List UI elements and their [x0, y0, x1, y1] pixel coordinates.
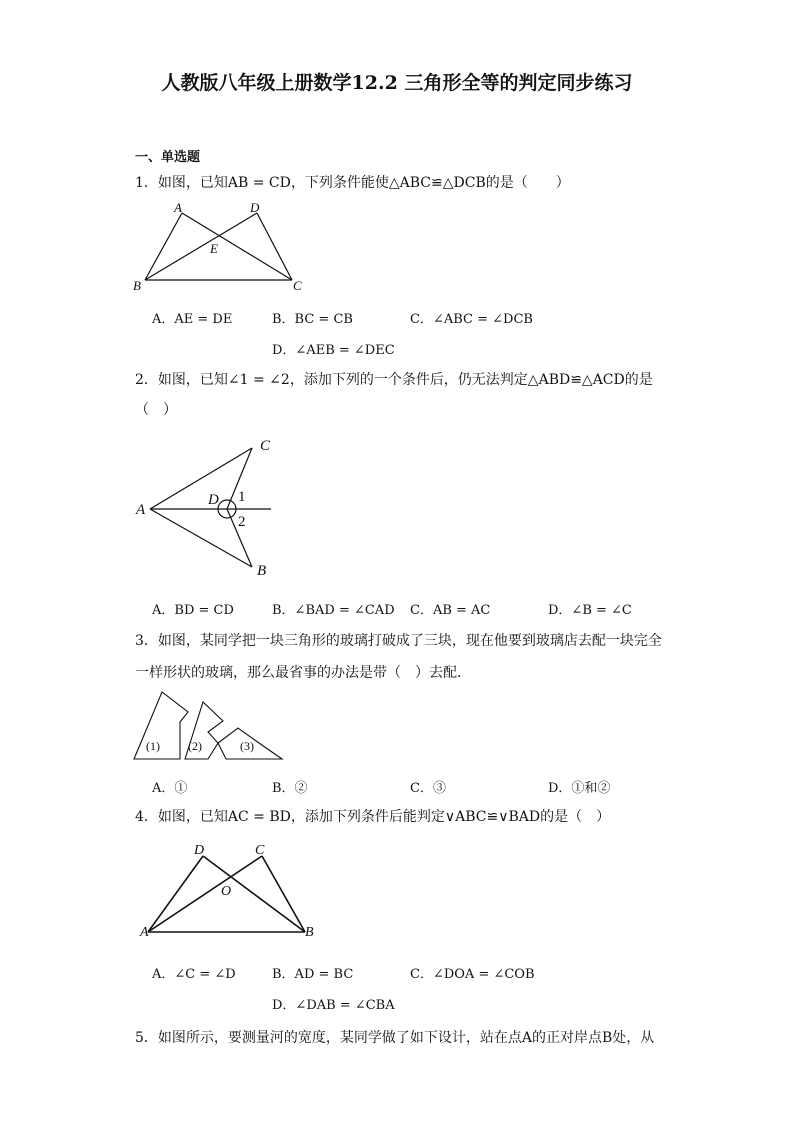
q2-label-1: 1 [238, 489, 246, 505]
q2-label-D: D [208, 492, 219, 508]
q3-piece-2-label: (2) [188, 739, 202, 753]
q3-figure [130, 688, 290, 763]
q1-option-d: D．∠AEB = ∠DEC [272, 343, 395, 358]
q4-label-O: O [221, 884, 232, 899]
page-title: 人教版八年级上册数学12.2 三角形全等的判定同步练习 [161, 72, 633, 94]
q2-stem: 2．如图，已知∠1 = ∠2，添加下列的一个条件后，仍无法判定△ABD≌△ACD的是 [135, 372, 653, 388]
q1-label-D: D [250, 200, 260, 215]
q2-label-C: C [260, 438, 271, 454]
section-heading: 一、单选题 [135, 150, 201, 165]
q3-piece-1-label: (1) [146, 739, 160, 753]
q3-piece-3-label: (3) [240, 739, 254, 753]
q2-option-b: B．∠BAD = ∠CAD [272, 603, 395, 618]
q3-option-a: A．① [152, 781, 188, 796]
q3-option-d: D．①和② [548, 781, 611, 796]
q2-figure [130, 430, 290, 580]
q4-label-D: D [194, 843, 205, 858]
q3-option-c: C．③ [410, 781, 446, 796]
q3-stem-line2: 一样形状的玻璃，那么最省事的办法是带（ ）去配． [135, 665, 471, 681]
q2-stem-paren: （ ） [135, 402, 177, 418]
q1-stem: 1．如图，已知AB = CD，下列条件能使△ABC≌△DCB的是（ ） [135, 175, 570, 191]
q5-stem: 5．如图所示，要测量河的宽度，某同学做了如下设计，站在点A的正对岸点B处，从 [135, 1030, 655, 1046]
q4-option-c: C．∠DOA = ∠COB [410, 967, 535, 982]
q1-label-E: E [210, 241, 218, 256]
q2-label-B: B [257, 563, 267, 579]
q3-stem: 3．如图，某同学把一块三角形的玻璃打破成了三块，现在他要到玻璃店去配一块完全 [135, 633, 662, 649]
q1-label-A: A [174, 200, 182, 215]
q2-option-a: A．BD = CD [152, 603, 234, 618]
q2-label-2: 2 [238, 514, 246, 530]
q4-label-C: C [255, 843, 265, 858]
q4-label-A: A [140, 925, 149, 940]
q4-option-a: A．∠C = ∠D [152, 967, 236, 982]
q4-option-b: B．AD = BC [272, 967, 354, 982]
q4-figure [135, 838, 325, 943]
q2-option-c: C．AB = AC [410, 603, 491, 618]
q1-label-B: B [133, 278, 141, 293]
q1-option-a: A．AE = DE [152, 312, 233, 327]
q1-figure [125, 195, 325, 295]
q4-option-d: D．∠DAB = ∠CBA [272, 998, 395, 1013]
q1-option-b: B．BC = CB [272, 312, 353, 327]
q3-option-b: B．② [272, 781, 308, 796]
q1-label-C: C [293, 278, 302, 293]
q1-option-c: C．∠ABC = ∠DCB [410, 312, 533, 327]
q2-option-d: D．∠B = ∠C [548, 603, 632, 618]
q4-label-B: B [305, 925, 314, 940]
q2-label-A: A [136, 502, 146, 518]
q4-stem: 4．如图，已知AC = BD，添加下列条件后能判定∨ABC≌∨BAD的是（ ） [135, 809, 611, 825]
